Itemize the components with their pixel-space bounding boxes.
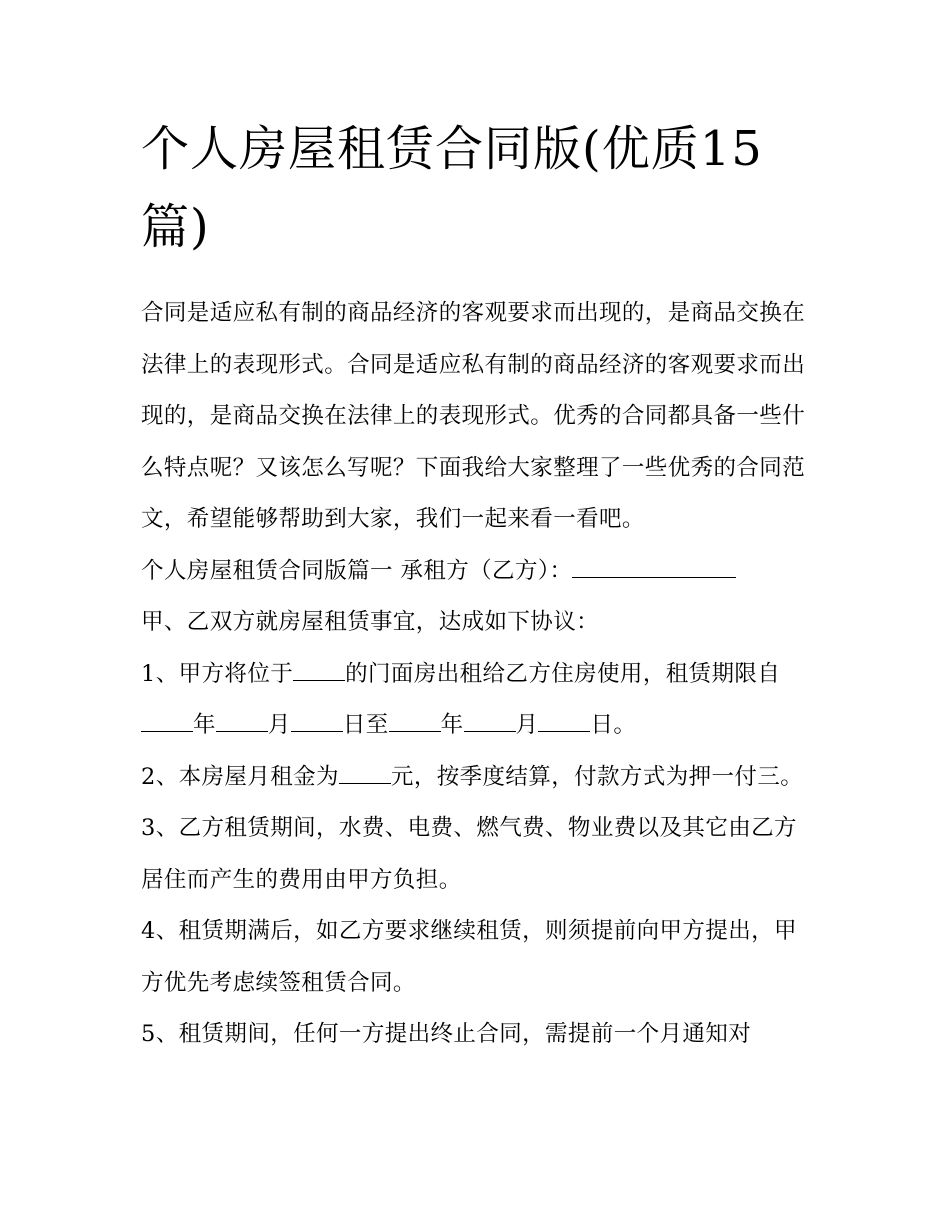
document-title: [141, 110, 781, 266]
section1-heading: [141, 546, 816, 598]
clause-2: [141, 752, 816, 907]
clause1-month-1: 月: [267, 712, 291, 738]
location-blank: [293, 658, 345, 681]
clause1-year-2: 年: [440, 712, 464, 738]
document-page: [141, 110, 816, 1061]
end-year-blank: [389, 709, 441, 732]
end-day-blank: [538, 709, 590, 732]
clause1-text-2: 的门面房出租给乙方住房使用，租赁期限自: [345, 660, 781, 687]
clause1-year-1: 年: [193, 712, 216, 738]
clause1-month-2: 月: [515, 712, 539, 738]
clause2-text-2: 元，按季度结算，付款方式为押一付三。 3、乙方租赁期间，水费、电费、燃气费、物业费以及其它由乙方居住而产生的费用由甲方负担。: [141, 763, 804, 893]
lessee-blank: [572, 555, 736, 578]
section1-heading-text: 个人房屋租赁合同版篇一 承租方（乙方）：: [141, 557, 573, 584]
clause2-text-1: 2、本房屋月租金为: [141, 763, 339, 790]
start-month-blank: [216, 709, 268, 732]
rent-blank: [339, 761, 391, 784]
start-day-blank: [291, 709, 343, 732]
clause-1: [141, 649, 816, 752]
intro-paragraph: 合同是适应私有制的商品经济的客观要求而出现的，是商品交换在法律上的表现形式。合同是适应私有制的商品经济的客观要求而出现的，是商品交换在法律上的表现形式。优秀的合同都具备一些什么特点呢？又该怎么写呢？下面我给大家整理了一些优秀的合同范文，希望能够帮助到大家，我们一起来看一看吧。: [141, 300, 806, 532]
end-month-blank: [464, 709, 516, 732]
clause1-day-end: 日。: [590, 712, 637, 738]
title-text: 个人房屋租赁合同版(优质15篇): [141, 121, 763, 255]
clause1-day-to: 日至: [342, 712, 389, 738]
clause-5: 5、租赁期间，任何一方提出终止合同，需提前一个月通知对: [141, 1021, 752, 1047]
clause-4: 4、租赁期满后，如乙方要求继续租赁，则须提前向甲方提出，甲方优先考虑续签租赁合同。: [141, 918, 797, 996]
agreement-paragraph: 甲、乙双方就房屋租赁事宜，达成如下协议：: [141, 609, 600, 635]
clause1-text-1: 1、甲方将位于: [141, 660, 294, 687]
start-year-blank: [141, 709, 193, 732]
